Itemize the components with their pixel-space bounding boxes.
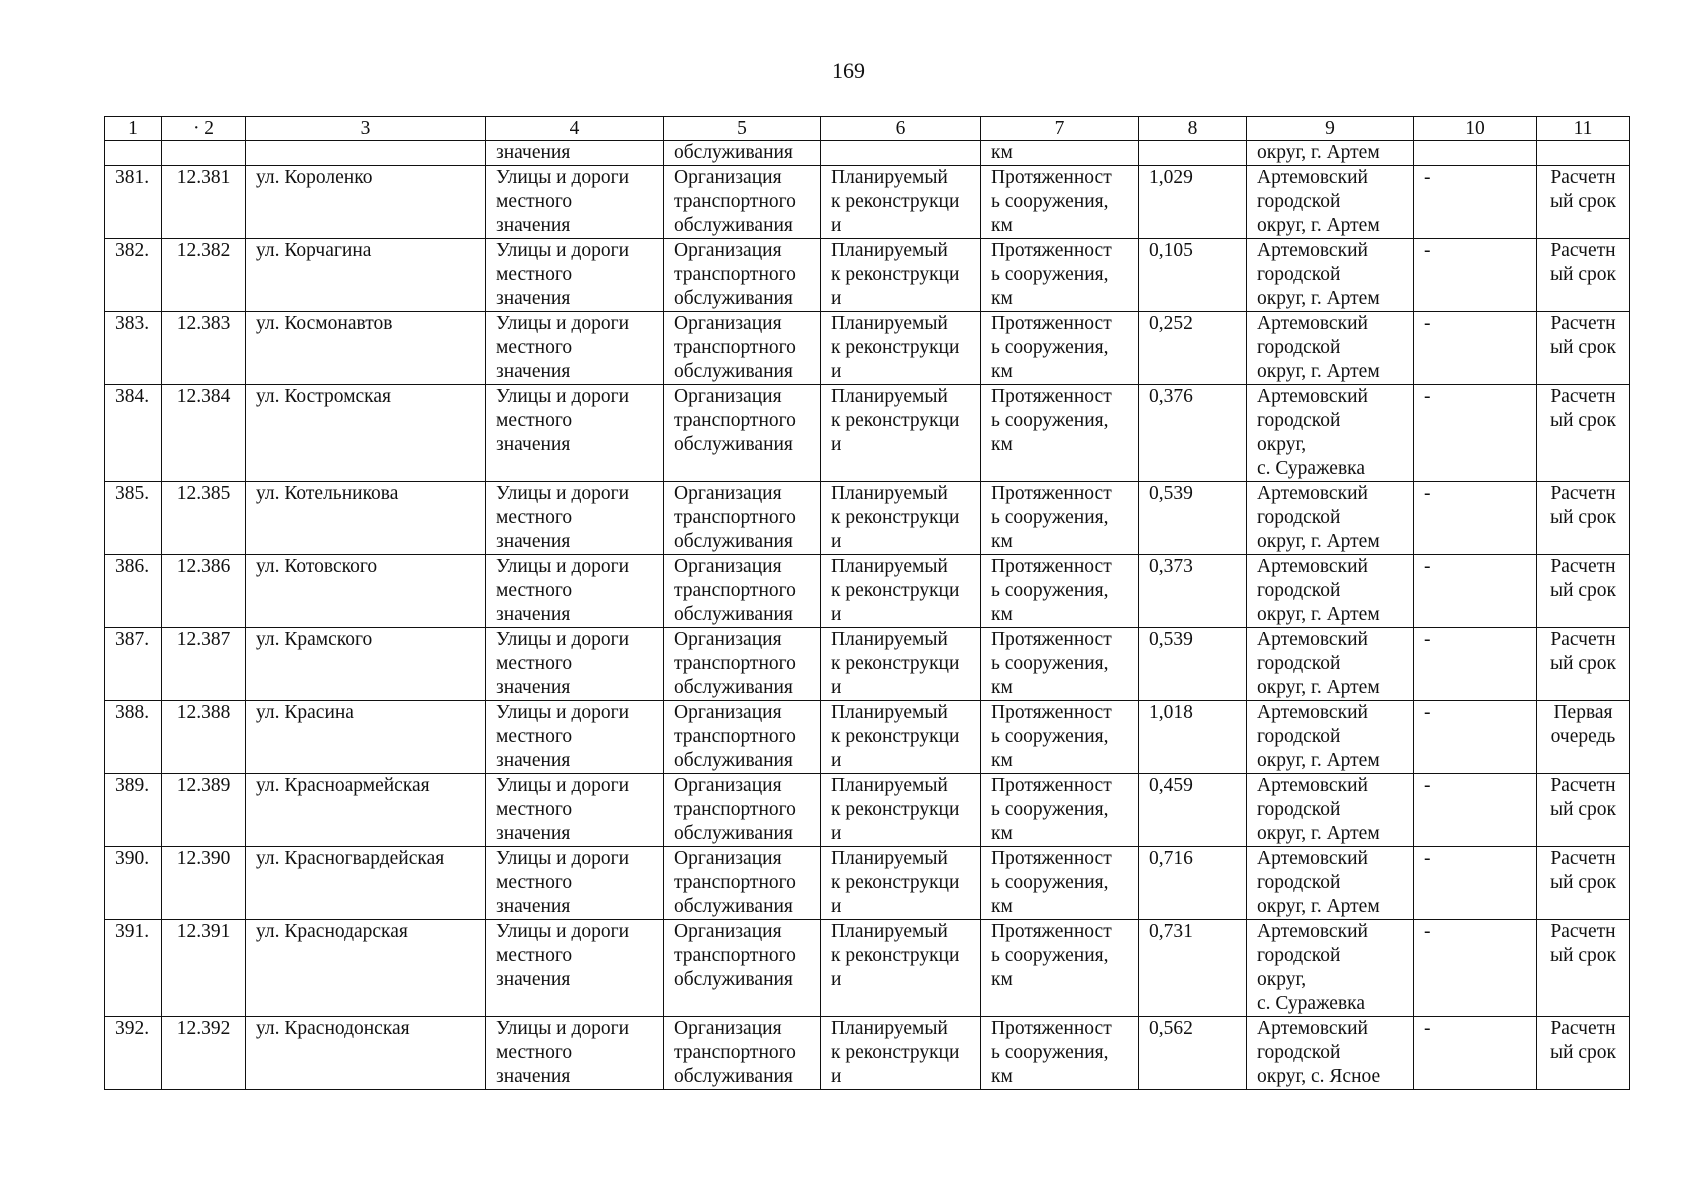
cell-status: Планируемый к реконструкци и — [821, 628, 981, 701]
cell-code: 12.388 — [162, 701, 246, 774]
cont-cell-term — [1537, 141, 1630, 166]
table-row — [105, 166, 1630, 239]
header-cell-col2: · 2 — [162, 117, 246, 141]
cell-code: 12.391 — [162, 920, 246, 1017]
cont-cell-location: округ, г. Артем — [1247, 141, 1414, 166]
table-row — [105, 239, 1630, 312]
cell-location: Артемовский городской округ, с. Ясное — [1247, 1017, 1414, 1090]
cell-purpose: Организация транспортного обслуживания — [664, 847, 821, 920]
cell-code: 12.382 — [162, 239, 246, 312]
cont-cell-zone — [1414, 141, 1537, 166]
cell-zone: - — [1414, 628, 1537, 701]
cell-number: 384. — [105, 385, 162, 482]
cell-value: 0,562 — [1139, 1017, 1247, 1090]
cell-purpose: Организация транспортного обслуживания — [664, 385, 821, 482]
cell-location: Артемовский городской округ, г. Артем — [1247, 555, 1414, 628]
cell-object-type: Улицы и дороги местного значения — [486, 1017, 664, 1090]
cell-object-type: Улицы и дороги местного значения — [486, 166, 664, 239]
cell-object-type: Улицы и дороги местного значения — [486, 628, 664, 701]
header-row — [105, 117, 1630, 141]
table-row — [105, 920, 1630, 1017]
cell-purpose: Организация транспортного обслуживания — [664, 1017, 821, 1090]
cell-characteristic: Протяженност ь сооружения, км — [981, 847, 1139, 920]
cell-location: Артемовский городской округ, г. Артем — [1247, 701, 1414, 774]
header-cell-col11: 11 — [1537, 117, 1630, 141]
cell-term: Расчетн ый срок — [1537, 628, 1630, 701]
cell-object-type: Улицы и дороги местного значения — [486, 847, 664, 920]
cell-location: Артемовский городской округ, с. Суражевка — [1247, 920, 1414, 1017]
cont-cell-type: значения — [486, 141, 664, 166]
cell-characteristic: Протяженност ь сооружения, км — [981, 555, 1139, 628]
cell-purpose: Организация транспортного обслуживания — [664, 166, 821, 239]
cell-characteristic: Протяженност ь сооружения, км — [981, 385, 1139, 482]
cell-object-type: Улицы и дороги местного значения — [486, 482, 664, 555]
cell-zone: - — [1414, 166, 1537, 239]
cell-location: Артемовский городской округ, г. Артем — [1247, 239, 1414, 312]
cell-value: 0,373 — [1139, 555, 1247, 628]
cell-term: Расчетн ый срок — [1537, 312, 1630, 385]
cell-object-type: Улицы и дороги местного значения — [486, 920, 664, 1017]
cell-street-name: ул. Костромская — [246, 385, 486, 482]
cell-street-name: ул. Краснодонская — [246, 1017, 486, 1090]
cell-purpose: Организация транспортного обслуживания — [664, 701, 821, 774]
cell-purpose: Организация транспортного обслуживания — [664, 312, 821, 385]
cell-number: 391. — [105, 920, 162, 1017]
cell-value: 1,018 — [1139, 701, 1247, 774]
cell-status: Планируемый к реконструкци и — [821, 555, 981, 628]
cell-code: 12.381 — [162, 166, 246, 239]
cell-purpose: Организация транспортного обслуживания — [664, 774, 821, 847]
cell-zone: - — [1414, 312, 1537, 385]
cell-zone: - — [1414, 774, 1537, 847]
cell-characteristic: Протяженност ь сооружения, км — [981, 239, 1139, 312]
table-row — [105, 385, 1630, 482]
cont-cell-purpose: обслуживания — [664, 141, 821, 166]
cell-term: Первая очередь — [1537, 701, 1630, 774]
cell-characteristic: Протяженност ь сооружения, км — [981, 1017, 1139, 1090]
cell-location: Артемовский городской округ, с. Суражевка — [1247, 385, 1414, 482]
cell-number: 388. — [105, 701, 162, 774]
cell-purpose: Организация транспортного обслуживания — [664, 920, 821, 1017]
cell-number: 385. — [105, 482, 162, 555]
cell-term: Расчетн ый срок — [1537, 1017, 1630, 1090]
cell-code: 12.392 — [162, 1017, 246, 1090]
cell-number: 389. — [105, 774, 162, 847]
cell-characteristic: Протяженност ь сооружения, км — [981, 628, 1139, 701]
cell-value: 0,731 — [1139, 920, 1247, 1017]
cell-term: Расчетн ый срок — [1537, 555, 1630, 628]
cell-value: 0,252 — [1139, 312, 1247, 385]
cont-cell-name — [246, 141, 486, 166]
cell-status: Планируемый к реконструкци и — [821, 847, 981, 920]
cell-characteristic: Протяженност ь сооружения, км — [981, 701, 1139, 774]
cell-characteristic: Протяженност ь сооружения, км — [981, 774, 1139, 847]
table-body — [105, 141, 1630, 1090]
cell-characteristic: Протяженност ь сооружения, км — [981, 920, 1139, 1017]
cell-object-type: Улицы и дороги местного значения — [486, 701, 664, 774]
cell-street-name: ул. Космонавтов — [246, 312, 486, 385]
header-cell-col4: 4 — [486, 117, 664, 141]
cell-purpose: Организация транспортного обслуживания — [664, 482, 821, 555]
cell-location: Артемовский городской округ, г. Артем — [1247, 482, 1414, 555]
cell-term: Расчетн ый срок — [1537, 482, 1630, 555]
cell-status: Планируемый к реконструкци и — [821, 482, 981, 555]
cell-value: 0,376 — [1139, 385, 1247, 482]
cell-street-name: ул. Краснодарская — [246, 920, 486, 1017]
cont-cell-status — [821, 141, 981, 166]
cell-object-type: Улицы и дороги местного значения — [486, 239, 664, 312]
cell-street-name: ул. Красина — [246, 701, 486, 774]
cell-value: 0,539 — [1139, 482, 1247, 555]
cell-value: 0,716 — [1139, 847, 1247, 920]
cell-zone: - — [1414, 482, 1537, 555]
cell-code: 12.385 — [162, 482, 246, 555]
cell-code: 12.384 — [162, 385, 246, 482]
cell-street-name: ул. Короленко — [246, 166, 486, 239]
cell-number: 387. — [105, 628, 162, 701]
cell-number: 386. — [105, 555, 162, 628]
cell-status: Планируемый к реконструкци и — [821, 312, 981, 385]
cell-code: 12.390 — [162, 847, 246, 920]
cell-object-type: Улицы и дороги местного значения — [486, 555, 664, 628]
cell-object-type: Улицы и дороги местного значения — [486, 312, 664, 385]
header-cell-col8: 8 — [1139, 117, 1247, 141]
cell-street-name: ул. Красноармейская — [246, 774, 486, 847]
cell-location: Артемовский городской округ, г. Артем — [1247, 312, 1414, 385]
cell-value: 0,459 — [1139, 774, 1247, 847]
cell-zone: - — [1414, 239, 1537, 312]
cell-code: 12.383 — [162, 312, 246, 385]
table-row — [105, 701, 1630, 774]
cell-purpose: Организация транспортного обслуживания — [664, 239, 821, 312]
header-cell-col3: 3 — [246, 117, 486, 141]
cell-purpose: Организация транспортного обслуживания — [664, 628, 821, 701]
header-cell-col10: 10 — [1414, 117, 1537, 141]
cell-status: Планируемый к реконструкци и — [821, 166, 981, 239]
table-row — [105, 312, 1630, 385]
table-row — [105, 774, 1630, 847]
cell-zone: - — [1414, 555, 1537, 628]
cell-street-name: ул. Котовского — [246, 555, 486, 628]
cell-code: 12.389 — [162, 774, 246, 847]
cell-characteristic: Протяженност ь сооружения, км — [981, 312, 1139, 385]
cont-cell-code — [162, 141, 246, 166]
data-table — [104, 116, 1630, 1090]
cell-zone: - — [1414, 920, 1537, 1017]
cell-location: Артемовский городской округ, г. Артем — [1247, 774, 1414, 847]
continuation-row — [105, 141, 1630, 166]
cell-status: Планируемый к реконструкци и — [821, 701, 981, 774]
cell-term: Расчетн ый срок — [1537, 166, 1630, 239]
header-cell-col6: 6 — [821, 117, 981, 141]
page-number: 169 — [832, 58, 865, 83]
cell-location: Артемовский городской округ, г. Артем — [1247, 166, 1414, 239]
cont-cell-number — [105, 141, 162, 166]
cell-number: 381. — [105, 166, 162, 239]
table-row — [105, 555, 1630, 628]
header-cell-col1: 1 — [105, 117, 162, 141]
cell-number: 390. — [105, 847, 162, 920]
cell-number: 383. — [105, 312, 162, 385]
header-cell-col9: 9 — [1247, 117, 1414, 141]
cell-term: Расчетн ый срок — [1537, 920, 1630, 1017]
cell-characteristic: Протяженност ь сооружения, км — [981, 166, 1139, 239]
cell-location: Артемовский городской округ, г. Артем — [1247, 847, 1414, 920]
cell-term: Расчетн ый срок — [1537, 847, 1630, 920]
cell-status: Планируемый к реконструкци и — [821, 385, 981, 482]
cell-object-type: Улицы и дороги местного значения — [486, 385, 664, 482]
table-row — [105, 628, 1630, 701]
cell-value: 0,539 — [1139, 628, 1247, 701]
table-header — [105, 117, 1630, 141]
table-row — [105, 847, 1630, 920]
cell-value: 0,105 — [1139, 239, 1247, 312]
cell-status: Планируемый к реконструкци и — [821, 239, 981, 312]
cell-characteristic: Протяженност ь сооружения, км — [981, 482, 1139, 555]
table-row — [105, 482, 1630, 555]
cell-number: 392. — [105, 1017, 162, 1090]
cell-location: Артемовский городской округ, г. Артем — [1247, 628, 1414, 701]
cell-object-type: Улицы и дороги местного значения — [486, 774, 664, 847]
cell-street-name: ул. Котельникова — [246, 482, 486, 555]
cell-status: Планируемый к реконструкци и — [821, 920, 981, 1017]
cell-street-name: ул. Крамского — [246, 628, 486, 701]
cell-number: 382. — [105, 239, 162, 312]
cell-status: Планируемый к реконструкци и — [821, 774, 981, 847]
cell-zone: - — [1414, 701, 1537, 774]
cont-cell-characteristic: км — [981, 141, 1139, 166]
cell-term: Расчетн ый срок — [1537, 774, 1630, 847]
cell-term: Расчетн ый срок — [1537, 385, 1630, 482]
cell-zone: - — [1414, 385, 1537, 482]
cell-code: 12.387 — [162, 628, 246, 701]
cell-term: Расчетн ый срок — [1537, 239, 1630, 312]
cell-code: 12.386 — [162, 555, 246, 628]
cell-zone: - — [1414, 847, 1537, 920]
cell-purpose: Организация транспортного обслуживания — [664, 555, 821, 628]
cont-cell-value — [1139, 141, 1247, 166]
cell-zone: - — [1414, 1017, 1537, 1090]
cell-street-name: ул. Красногвардейская — [246, 847, 486, 920]
cell-status: Планируемый к реконструкци и — [821, 1017, 981, 1090]
header-cell-col5: 5 — [664, 117, 821, 141]
cell-value: 1,029 — [1139, 166, 1247, 239]
header-cell-col7: 7 — [981, 117, 1139, 141]
table-row — [105, 1017, 1630, 1090]
cell-street-name: ул. Корчагина — [246, 239, 486, 312]
